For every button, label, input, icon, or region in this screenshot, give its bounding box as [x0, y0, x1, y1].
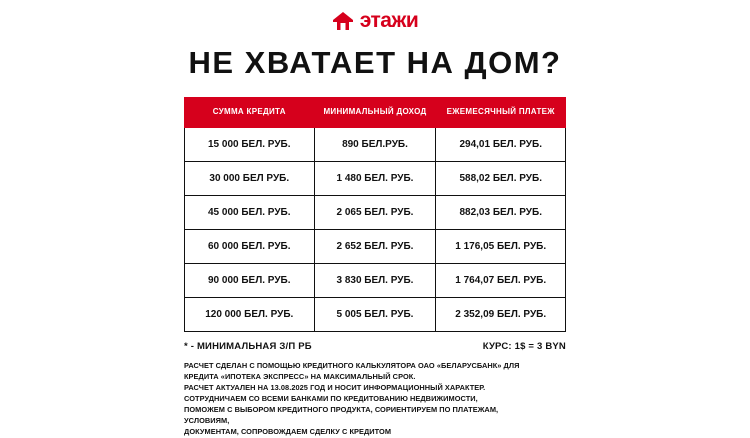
cell-monthly-payment: 294,01 БЕЛ. РУБ. [436, 127, 566, 161]
cell-monthly-payment: 1 176,05 БЕЛ. РУБ. [436, 229, 566, 263]
disclaimer-line: УСЛОВИЯМ, [184, 416, 230, 426]
footnote-row [184, 341, 566, 352]
cell-monthly-payment: 882,03 БЕЛ. РУБ. [436, 195, 566, 229]
disclaimer-line: КРЕДИТА «ИПОТЕКА ЭКСПРЕСС» НА МАКСИМАЛЬНЫЙ СРОК. [184, 371, 416, 381]
brand-logo [0, 0, 750, 31]
house-icon [332, 11, 354, 31]
cell-min-income: 1 480 БЕЛ. РУБ. [314, 161, 436, 195]
disclaimer-line: СОТРУДНИЧАЕМ СО ВСЕМИ БАНКАМИ ПО КРЕДИТОВАНИЮ НЕДВИЖИМОСТИ, [184, 394, 478, 404]
rates-table-wrap [184, 97, 566, 332]
cell-credit-sum: 30 000 БЕЛ РУБ. [185, 161, 315, 195]
cell-credit-sum: 60 000 БЕЛ. РУБ. [185, 229, 315, 263]
table-row [185, 263, 566, 297]
column-header-credit-sum: СУММА КРЕДИТА [185, 98, 315, 128]
disclaimer-line: РАСЧЕТ АКТУАЛЕН НА 13.08.2025 ГОД И НОСИТ ИНФОРМАЦИОННЫЙ ХАРАКТЕР. [184, 383, 486, 393]
footnote-min-salary: * - МИНИМАЛЬНАЯ З/П РБ [184, 340, 312, 352]
cell-min-income: 2 065 БЕЛ. РУБ. [314, 195, 436, 229]
table-row [185, 161, 566, 195]
table-row [185, 297, 566, 331]
table-row [185, 195, 566, 229]
cell-min-income: 3 830 БЕЛ. РУБ. [314, 263, 436, 297]
table-row [185, 127, 566, 161]
disclaimer-text [184, 360, 566, 438]
cell-credit-sum: 120 000 БЕЛ. РУБ. [185, 297, 315, 331]
cell-credit-sum: 90 000 БЕЛ. РУБ. [185, 263, 315, 297]
disclaimer-line: ПОМОЖЕМ С ВЫБОРОМ КРЕДИТНОГО ПРОДУКТА, СОРИЕНТИРУЕМ ПО ПЛАТЕЖАМ, [184, 405, 499, 415]
page-title: НЕ ХВАТАЕТ НА ДОМ? [188, 45, 562, 80]
cell-min-income: 2 652 БЕЛ. РУБ. [314, 229, 436, 263]
column-header-min-income: МИНИМАЛЬНЫЙ ДОХОД [314, 98, 436, 128]
table-header-row [185, 98, 566, 128]
rates-table [184, 97, 566, 332]
disclaimer-line: ДОКУМЕНТАМ, СОПРОВОЖДАЕМ СДЕЛКУ С КРЕДИТОМ [184, 427, 392, 437]
cell-credit-sum: 15 000 БЕЛ. РУБ. [185, 127, 315, 161]
disclaimer-line: РАСЧЕТ СДЕЛАН С ПОМОЩЬЮ КРЕДИТНОГО КАЛЬКУЛЯТОРА ОАО «БЕЛАРУСБАНК» ДЛЯ [184, 360, 520, 370]
footnote-exchange-rate: КУРС: 1$ = 3 BYN [482, 340, 566, 352]
cell-monthly-payment: 2 352,09 БЕЛ. РУБ. [436, 297, 566, 331]
cell-min-income: 890 БЕЛ.РУБ. [314, 127, 436, 161]
table-row [185, 229, 566, 263]
cell-credit-sum: 45 000 БЕЛ. РУБ. [185, 195, 315, 229]
column-header-monthly-payment: ЕЖЕМЕСЯЧНЫЙ ПЛАТЕЖ [436, 98, 566, 128]
brand-name: этажи [359, 9, 419, 32]
cell-min-income: 5 005 БЕЛ. РУБ. [314, 297, 436, 331]
cell-monthly-payment: 588,02 БЕЛ. РУБ. [436, 161, 566, 195]
cell-monthly-payment: 1 764,07 БЕЛ. РУБ. [436, 263, 566, 297]
